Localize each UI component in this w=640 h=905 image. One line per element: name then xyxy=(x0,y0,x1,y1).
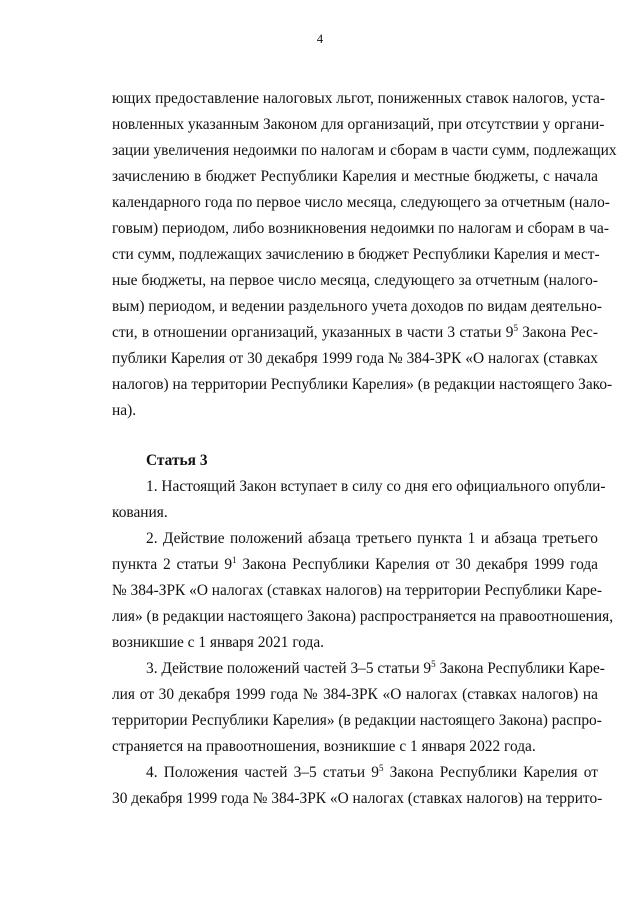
text-line: налогов) на территории Республики Карелия» (в редакции настоящего Зако- xyxy=(112,376,613,393)
text-fragment: 3. Действие положений частей 3–5 статьи 9 xyxy=(146,660,432,677)
text-fragment: Закона Республики Карелия от 30 декабря 1999 года xyxy=(236,556,599,573)
text-fragment: Закона Республики Каре- xyxy=(435,660,605,677)
text-line: № 384-ЗРК «О налогах (ставках налогов) на территории Республики Каре- xyxy=(112,582,603,599)
text-line xyxy=(146,762,598,784)
text-line: зачислению в бюджет Республики Карелия и местные бюджеты, с начала xyxy=(112,168,598,185)
text-line: на). xyxy=(112,402,137,419)
text-line: новленных указанным Законом для организаций, при отсутствии у органи- xyxy=(112,116,605,133)
text-line xyxy=(112,322,598,344)
text-line: кования. xyxy=(112,504,168,521)
text-line: зации увеличения недоимки по налогам и сборам в части сумм, подлежащих xyxy=(112,142,617,159)
text-fragment: Закона Рес- xyxy=(517,324,598,341)
text-line: 1. Настоящий Закон вступает в силу со дня его официального опубли- xyxy=(146,478,606,495)
text-fragment: 4. Положения частей 3–5 статьи 9 xyxy=(146,764,379,781)
superscript: 5 xyxy=(378,763,384,773)
text-line: вым) периодом, и ведении раздельного учета доходов по видам деятельно- xyxy=(112,298,603,315)
text-line xyxy=(146,658,605,680)
text-line: ющих предоставление налоговых льгот, пониженных ставок налогов, уста- xyxy=(112,90,605,107)
text-line: говым) периодом, либо возникновения недоимки по налогам и сборам в ча- xyxy=(112,220,609,237)
text-line: сти сумм, подлежащих зачислению в бюджет Республики Карелия и мест- xyxy=(112,246,600,263)
text-line: лия» (в редакции настоящего Закона) распространяется на правоотношения, xyxy=(112,608,614,625)
text-fragment: сти, в отношении организаций, указанных в части 3 статьи 9 xyxy=(112,324,514,341)
text-fragment: пункта 2 статьи 9 xyxy=(112,556,233,573)
text-line: территории Республики Карелия» (в редакции настоящего Закона) распро- xyxy=(112,712,602,729)
text-line: 2. Действие положений абзаца третьего пункта 1 и абзаца третьего xyxy=(146,530,598,547)
superscript: 5 xyxy=(513,323,518,333)
superscript: 5 xyxy=(431,659,436,669)
text-line: 30 декабря 1999 года № 384-ЗРК «О налогах (ставках налогов) на террито- xyxy=(112,790,603,807)
superscript: 1 xyxy=(232,555,237,565)
text-line: страняется на правоотношения, возникшие с 1 января 2022 года. xyxy=(112,738,536,755)
text-line: возникшие с 1 января 2021 года. xyxy=(112,634,325,651)
text-fragment: Закона Республики Карелия от xyxy=(383,764,598,781)
text-line: лия от 30 декабря 1999 года № 384-ЗРК «О налогах (ставках налогов) на xyxy=(112,686,598,703)
text-line: ные бюджеты, на первое число месяца, следующего за отчетным (налого- xyxy=(112,272,598,289)
text-line: календарного года по первое число месяца, следующего за отчетным (нало- xyxy=(112,194,610,211)
text-line: публики Карелия от 30 декабря 1999 года № 384-ЗРК «О налогах (ставках xyxy=(112,350,598,367)
article-heading: Статья 3 xyxy=(146,452,208,469)
page-number: 4 xyxy=(316,32,324,46)
text-line xyxy=(112,554,598,576)
